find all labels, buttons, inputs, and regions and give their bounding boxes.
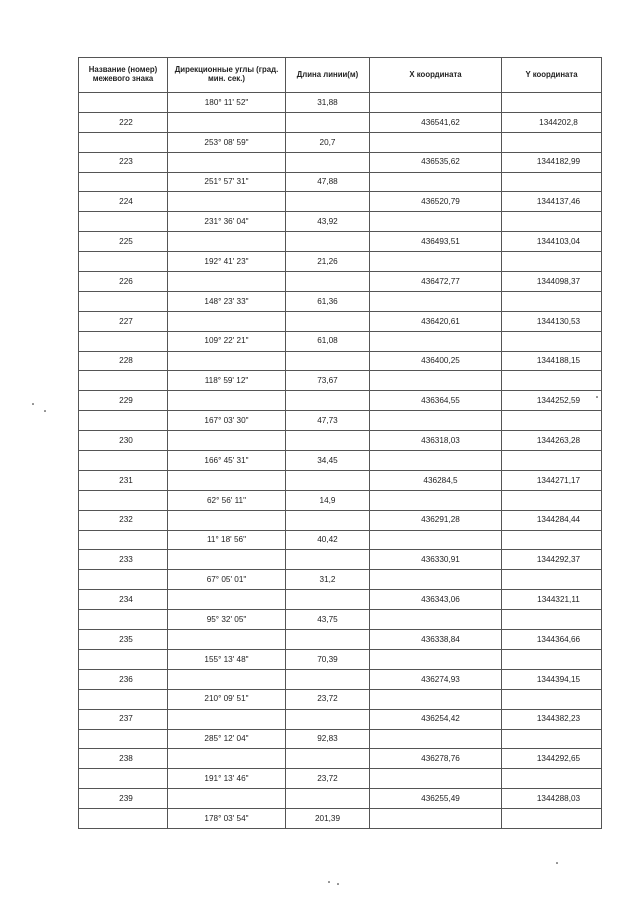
y-coordinate-cell: 1344263,28 — [502, 431, 602, 451]
name-cell — [79, 649, 168, 669]
x-coordinate-cell — [370, 93, 502, 113]
point-row — [79, 510, 602, 530]
segment-row — [79, 172, 602, 192]
name-cell — [79, 769, 168, 789]
length-cell — [286, 470, 370, 490]
x-coordinate-cell — [370, 530, 502, 550]
x-coordinate-cell — [370, 331, 502, 351]
scan-speck — [556, 862, 558, 864]
name-cell: 232 — [79, 510, 168, 530]
length-cell — [286, 550, 370, 570]
y-coordinate-cell — [502, 132, 602, 152]
point-row — [79, 709, 602, 729]
segment-row — [79, 252, 602, 272]
angle-cell: 191° 13' 46" — [168, 769, 286, 789]
length-cell — [286, 669, 370, 689]
x-coordinate-cell: 436343,06 — [370, 590, 502, 610]
x-coordinate-cell — [370, 490, 502, 510]
y-coordinate-cell: 1344284,44 — [502, 510, 602, 530]
y-coordinate-cell: 1344364,66 — [502, 630, 602, 650]
name-cell: 233 — [79, 550, 168, 570]
segment-row — [79, 729, 602, 749]
angle-cell — [168, 669, 286, 689]
angle-cell: 67° 05' 01" — [168, 570, 286, 590]
x-coordinate-cell — [370, 729, 502, 749]
header-name: Название (номер) межевого знака — [79, 58, 168, 93]
length-cell: 31,88 — [286, 93, 370, 113]
x-coordinate-cell — [370, 291, 502, 311]
boundary-coordinates-table — [78, 57, 602, 829]
segment-row — [79, 411, 602, 431]
length-cell: 201,39 — [286, 809, 370, 829]
y-coordinate-cell — [502, 411, 602, 431]
angle-cell — [168, 789, 286, 809]
segment-row — [79, 371, 602, 391]
point-row — [79, 112, 602, 132]
point-row — [79, 311, 602, 331]
angle-cell: 62° 56' 11" — [168, 490, 286, 510]
length-cell — [286, 112, 370, 132]
y-coordinate-cell: 1344321,11 — [502, 590, 602, 610]
y-coordinate-cell: 1344252,59 — [502, 391, 602, 411]
y-coordinate-cell — [502, 212, 602, 232]
name-cell: 237 — [79, 709, 168, 729]
scan-speck — [32, 403, 34, 405]
x-coordinate-cell: 436400,25 — [370, 351, 502, 371]
length-cell — [286, 311, 370, 331]
length-cell: 61,08 — [286, 331, 370, 351]
name-cell — [79, 610, 168, 630]
table-body — [79, 93, 602, 829]
x-coordinate-cell: 436255,49 — [370, 789, 502, 809]
length-cell — [286, 232, 370, 252]
length-cell: 43,75 — [286, 610, 370, 630]
angle-cell — [168, 311, 286, 331]
segment-row — [79, 689, 602, 709]
length-cell: 70,39 — [286, 649, 370, 669]
y-coordinate-cell: 1344288,03 — [502, 789, 602, 809]
angle-cell: 253° 08' 59" — [168, 132, 286, 152]
point-row — [79, 669, 602, 689]
length-cell — [286, 590, 370, 610]
name-cell: 234 — [79, 590, 168, 610]
angle-cell: 148° 23' 33" — [168, 291, 286, 311]
angle-cell — [168, 431, 286, 451]
x-coordinate-cell — [370, 809, 502, 829]
length-cell — [286, 789, 370, 809]
point-row — [79, 470, 602, 490]
length-cell: 23,72 — [286, 769, 370, 789]
segment-row — [79, 212, 602, 232]
angle-cell: 118° 59' 12" — [168, 371, 286, 391]
y-coordinate-cell — [502, 570, 602, 590]
x-coordinate-cell: 436278,76 — [370, 749, 502, 769]
x-coordinate-cell — [370, 371, 502, 391]
name-cell: 223 — [79, 152, 168, 172]
name-cell — [79, 530, 168, 550]
x-coordinate-cell — [370, 212, 502, 232]
name-cell — [79, 252, 168, 272]
angle-cell — [168, 510, 286, 530]
angle-cell: 285° 12' 04" — [168, 729, 286, 749]
x-coordinate-cell — [370, 172, 502, 192]
x-coordinate-cell — [370, 411, 502, 431]
y-coordinate-cell: 1344394,15 — [502, 669, 602, 689]
angle-cell — [168, 630, 286, 650]
angle-cell: 192° 41' 23" — [168, 252, 286, 272]
point-row — [79, 431, 602, 451]
x-coordinate-cell — [370, 649, 502, 669]
segment-row — [79, 291, 602, 311]
length-cell — [286, 749, 370, 769]
name-cell: 228 — [79, 351, 168, 371]
length-cell — [286, 152, 370, 172]
y-coordinate-cell: 1344130,53 — [502, 311, 602, 331]
header-length: Длина линии(м) — [286, 58, 370, 93]
point-row — [79, 272, 602, 292]
name-cell — [79, 132, 168, 152]
angle-cell — [168, 590, 286, 610]
y-coordinate-cell — [502, 252, 602, 272]
angle-cell: 251° 57' 31" — [168, 172, 286, 192]
name-cell: 226 — [79, 272, 168, 292]
x-coordinate-cell: 436338,84 — [370, 630, 502, 650]
angle-cell: 210° 09' 51" — [168, 689, 286, 709]
angle-cell — [168, 550, 286, 570]
name-cell: 231 — [79, 470, 168, 490]
y-coordinate-cell: 1344292,37 — [502, 550, 602, 570]
angle-cell — [168, 351, 286, 371]
length-cell: 20,7 — [286, 132, 370, 152]
name-cell — [79, 689, 168, 709]
length-cell — [286, 272, 370, 292]
name-cell — [79, 729, 168, 749]
x-coordinate-cell — [370, 570, 502, 590]
scan-speck — [337, 883, 339, 885]
y-coordinate-cell — [502, 172, 602, 192]
x-coordinate-cell — [370, 769, 502, 789]
angle-cell: 109° 22' 21" — [168, 331, 286, 351]
header-angle: Дирекционные углы (град. мин. сек.) — [168, 58, 286, 93]
angle-cell — [168, 112, 286, 132]
angle-cell: 155° 13' 48" — [168, 649, 286, 669]
name-cell: 235 — [79, 630, 168, 650]
point-row — [79, 232, 602, 252]
y-coordinate-cell — [502, 93, 602, 113]
point-row — [79, 351, 602, 371]
length-cell: 23,72 — [286, 689, 370, 709]
name-cell — [79, 291, 168, 311]
x-coordinate-cell: 436420,61 — [370, 311, 502, 331]
y-coordinate-cell — [502, 490, 602, 510]
angle-cell: 180° 11' 52" — [168, 93, 286, 113]
x-coordinate-cell — [370, 610, 502, 630]
angle-cell — [168, 192, 286, 212]
x-coordinate-cell: 436291,28 — [370, 510, 502, 530]
segment-row — [79, 132, 602, 152]
angle-cell — [168, 232, 286, 252]
x-coordinate-cell: 436254,42 — [370, 709, 502, 729]
segment-row — [79, 649, 602, 669]
length-cell — [286, 510, 370, 530]
y-coordinate-cell: 1344137,46 — [502, 192, 602, 212]
segment-row — [79, 809, 602, 829]
length-cell: 47,88 — [286, 172, 370, 192]
length-cell: 34,45 — [286, 451, 370, 471]
x-coordinate-cell: 436274,93 — [370, 669, 502, 689]
y-coordinate-cell — [502, 729, 602, 749]
length-cell: 31,2 — [286, 570, 370, 590]
name-cell — [79, 93, 168, 113]
y-coordinate-cell: 1344188,15 — [502, 351, 602, 371]
name-cell: 227 — [79, 311, 168, 331]
angle-cell — [168, 272, 286, 292]
name-cell — [79, 570, 168, 590]
segment-row — [79, 530, 602, 550]
y-coordinate-cell — [502, 331, 602, 351]
scan-speck — [596, 396, 598, 398]
segment-row — [79, 769, 602, 789]
y-coordinate-cell — [502, 451, 602, 471]
segment-row — [79, 490, 602, 510]
angle-cell — [168, 709, 286, 729]
name-cell — [79, 451, 168, 471]
name-cell: 229 — [79, 391, 168, 411]
scan-speck — [44, 410, 46, 412]
angle-cell: 167° 03' 30" — [168, 411, 286, 431]
point-row — [79, 630, 602, 650]
angle-cell: 166° 45' 31" — [168, 451, 286, 471]
y-coordinate-cell: 1344098,37 — [502, 272, 602, 292]
length-cell — [286, 351, 370, 371]
point-row — [79, 590, 602, 610]
angle-cell: 178° 03' 54" — [168, 809, 286, 829]
name-cell: 224 — [79, 192, 168, 212]
name-cell: 239 — [79, 789, 168, 809]
angle-cell: 95° 32' 05" — [168, 610, 286, 630]
header-y: Y координата — [502, 58, 602, 93]
x-coordinate-cell: 436318,03 — [370, 431, 502, 451]
angle-cell: 11° 18' 56" — [168, 530, 286, 550]
point-row — [79, 749, 602, 769]
point-row — [79, 550, 602, 570]
length-cell: 73,67 — [286, 371, 370, 391]
y-coordinate-cell — [502, 809, 602, 829]
angle-cell: 231° 36' 04" — [168, 212, 286, 232]
length-cell: 40,42 — [286, 530, 370, 550]
length-cell: 14,9 — [286, 490, 370, 510]
header-x: X координата — [370, 58, 502, 93]
x-coordinate-cell: 436535,62 — [370, 152, 502, 172]
y-coordinate-cell: 1344292,65 — [502, 749, 602, 769]
length-cell: 92,83 — [286, 729, 370, 749]
x-coordinate-cell — [370, 132, 502, 152]
name-cell: 225 — [79, 232, 168, 252]
angle-cell — [168, 749, 286, 769]
x-coordinate-cell: 436541,62 — [370, 112, 502, 132]
y-coordinate-cell: 1344271,17 — [502, 470, 602, 490]
angle-cell — [168, 470, 286, 490]
y-coordinate-cell — [502, 371, 602, 391]
y-coordinate-cell: 1344202,8 — [502, 112, 602, 132]
y-coordinate-cell: 1344182,99 — [502, 152, 602, 172]
length-cell — [286, 630, 370, 650]
x-coordinate-cell: 436284,5 — [370, 470, 502, 490]
y-coordinate-cell — [502, 689, 602, 709]
scan-speck — [328, 881, 330, 883]
name-cell — [79, 331, 168, 351]
x-coordinate-cell: 436493,51 — [370, 232, 502, 252]
y-coordinate-cell — [502, 530, 602, 550]
angle-cell — [168, 391, 286, 411]
x-coordinate-cell — [370, 689, 502, 709]
name-cell — [79, 490, 168, 510]
y-coordinate-cell: 1344382,23 — [502, 709, 602, 729]
name-cell — [79, 212, 168, 232]
name-cell: 222 — [79, 112, 168, 132]
name-cell — [79, 172, 168, 192]
length-cell: 21,26 — [286, 252, 370, 272]
y-coordinate-cell — [502, 649, 602, 669]
angle-cell — [168, 152, 286, 172]
segment-row — [79, 451, 602, 471]
segment-row — [79, 610, 602, 630]
name-cell — [79, 809, 168, 829]
point-row — [79, 152, 602, 172]
x-coordinate-cell: 436520,79 — [370, 192, 502, 212]
y-coordinate-cell — [502, 610, 602, 630]
x-coordinate-cell — [370, 252, 502, 272]
length-cell: 43,92 — [286, 212, 370, 232]
y-coordinate-cell: 1344103,04 — [502, 232, 602, 252]
x-coordinate-cell — [370, 451, 502, 471]
length-cell: 61,36 — [286, 291, 370, 311]
point-row — [79, 789, 602, 809]
length-cell — [286, 709, 370, 729]
name-cell — [79, 411, 168, 431]
length-cell: 47,73 — [286, 411, 370, 431]
x-coordinate-cell: 436472,77 — [370, 272, 502, 292]
table-header-row — [79, 58, 602, 93]
length-cell — [286, 192, 370, 212]
point-row — [79, 391, 602, 411]
length-cell — [286, 431, 370, 451]
name-cell: 238 — [79, 749, 168, 769]
x-coordinate-cell: 436330,91 — [370, 550, 502, 570]
name-cell: 236 — [79, 669, 168, 689]
segment-row — [79, 570, 602, 590]
y-coordinate-cell — [502, 769, 602, 789]
name-cell: 230 — [79, 431, 168, 451]
segment-row — [79, 93, 602, 113]
point-row — [79, 192, 602, 212]
y-coordinate-cell — [502, 291, 602, 311]
segment-row — [79, 331, 602, 351]
name-cell — [79, 371, 168, 391]
x-coordinate-cell: 436364,55 — [370, 391, 502, 411]
length-cell — [286, 391, 370, 411]
